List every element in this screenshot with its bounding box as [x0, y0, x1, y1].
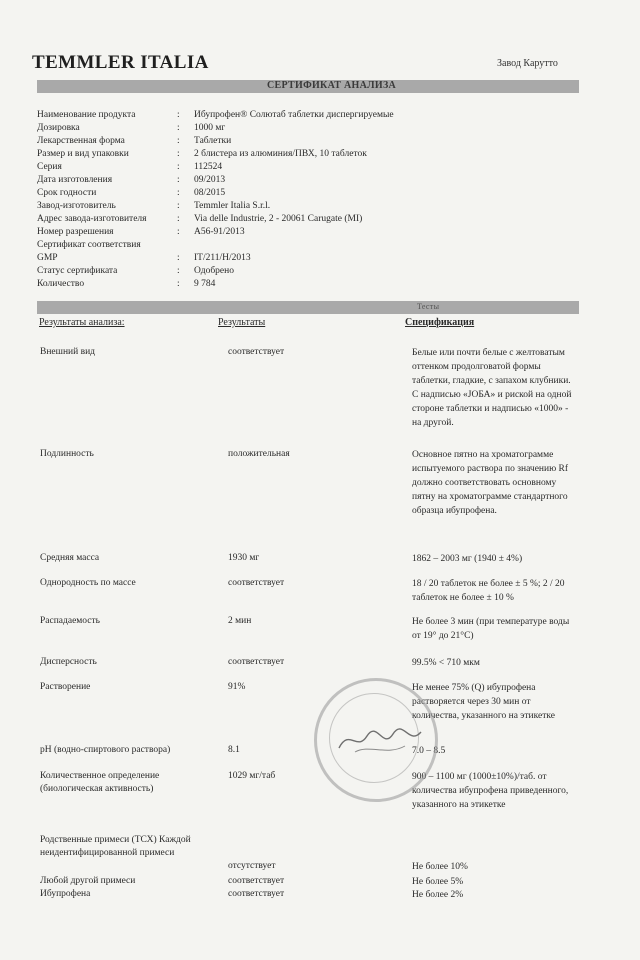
company-name: TEMMLER ITALIA [32, 52, 209, 73]
header-specification: Спецификация [405, 317, 475, 328]
signature-scribble [335, 722, 425, 758]
header-analysis: Результаты анализа: [39, 317, 125, 328]
certificate-title: СЕРТИФИКАТ АНАЛИЗА [267, 80, 397, 91]
certificate-title-band [37, 80, 579, 93]
certificate-page: TEMMLER ITALIA Завод Карутто СЕРТИФИКАТ АНАЛИЗА Наименование продукта : Ибупрофен® Солютаб таблетки диспергируемые Дозировка : 1000 мг Лекарственная форма : Таблетки Размер и вид упаковки : 2 блистера из алюминия/ПВХ, 10 таблеток Серия : 112524 Дата изготовления : 09/2013 Срок годности : 08/2015 Завод-изготовитель : Temmler Italia S.r.l. Адрес завода-изготовителя : Via delle Industrie, 2 - 20061 Carugate (MI) Номер разрешения : А56-91/2013 Сертификат соответствия GMP : IT/211/H/2013 Статус сертификата : Одобрено Количество : 9 784 Тесты Результаты анализа: Результаты Спецификация Внешний вид соответствует Белые или почти белые с желтоватым оттенком продолговатой формы таблетки, гладкие, с запахом клубники. С надписью «ЈОБА» и риской на одной стороне таблетки и надписью «1000» - на другой. Подлинность положительная Основное пятно на хроматограмме испытуемого раствора по значению Rf должно соответствовать основному пятну на хроматограмме стандартного образца ибупрофена. Средняя масса 1930 мг 1862 – 2003 мг (1940 ± 4%) Однородность по массе соответствует 18 / 20 таблеток не более ± 5 %; 2 / 20 таблеток не более ± 10 % Распадаемость 2 мин Не более 3 мин (при температуре воды от 19° до 21°С) Дисперсность соответствует 99.5% < 710 мкм Растворение 91% Не менее 75% (Q) ибупрофена растворяется через 30 мин от количества, указанного на этикетке рН (водно-спиртового раствора) 8.1 7.0 – 8.5 Количественное определение (биологическая активность) 1029 мг/таб 900 – 1100 мг (1000±10%)/таб. от количества ибупрофена приведенного, указанного на этикетке Родственные примеси (ТСХ) Каждой неидентифицированной примеси отсутствует Не более 10% Любой другой примеси соответствует Не более 5% Ибупрофена соответствует Не более 2% [0, 0, 640, 960]
tests-band [37, 301, 579, 314]
header-results: Результаты [218, 317, 266, 328]
tests-band-title: Тесты [417, 302, 440, 311]
plant-name: Завод Карутто [497, 58, 558, 69]
